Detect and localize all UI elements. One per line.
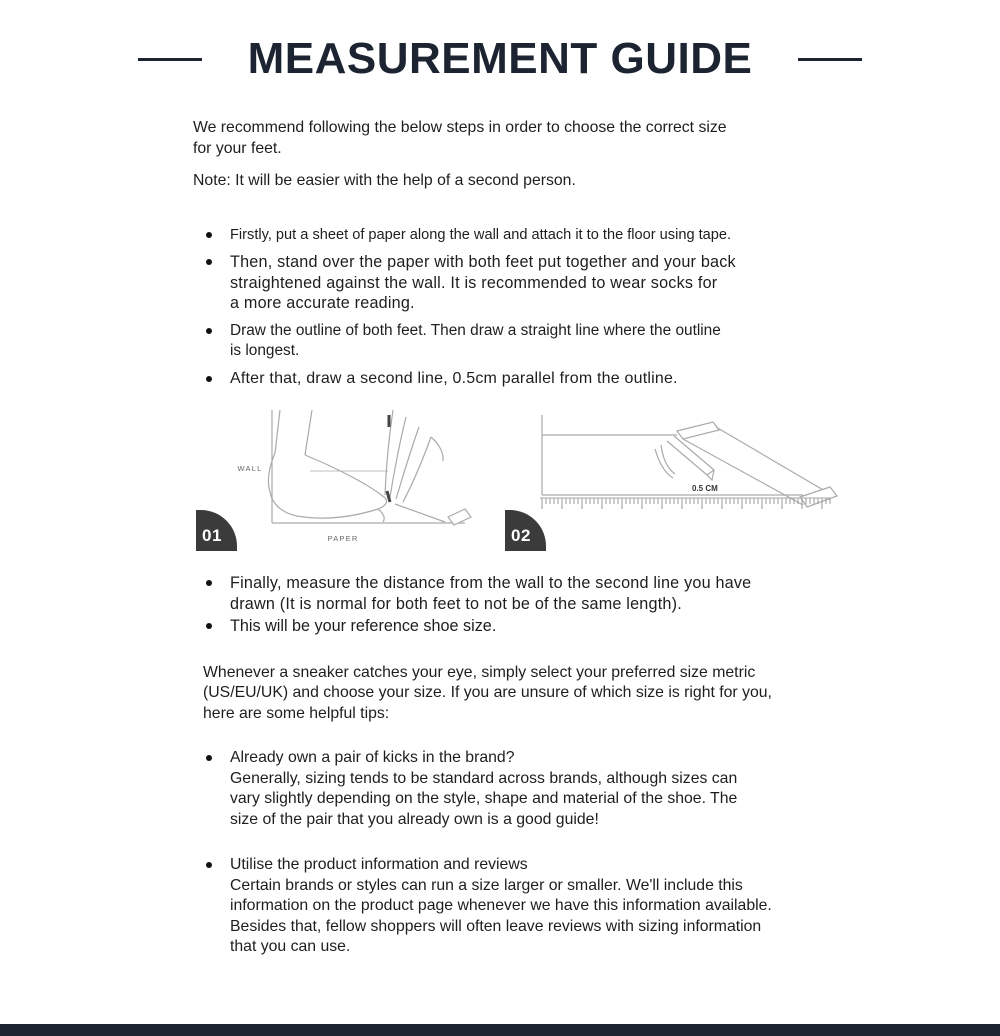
tips-intro-paragraph: Whenever a sneaker catches your eye, simply select your preferred size metric (US/EU/UK) and choose your size. If you are unsure of which size is right for you, here are some helpful tips: — [203, 663, 772, 722]
bullet-icon — [206, 755, 212, 761]
step-item — [193, 252, 863, 314]
bullet-icon — [206, 580, 212, 586]
tip-item — [193, 855, 863, 958]
tip-heading: Utilise the product information and reviews — [230, 856, 528, 873]
ruler-ticks-group — [542, 498, 830, 509]
figure-number-badge-02: 02 — [505, 510, 546, 551]
tip-item — [193, 748, 863, 830]
tip-text: Generally, sizing tends to be standard across brands, although sizes can vary slightly depending on the style, shape and material of the shoe. The size of the pair that you already own is a good guide! — [230, 769, 738, 828]
measurement-steps-list — [193, 225, 863, 390]
step-item — [193, 369, 863, 390]
step-text: Then, stand over the paper with both feet put together and your back straightened against the wall. It is recommended to wear socks for a more accurate reading. — [230, 253, 736, 312]
step-text: Finally, measure the distance from the wall to the second line you have drawn (It is normal for both feet to not be of the same length). — [230, 574, 752, 613]
step-text: This will be your reference shoe size. — [230, 617, 497, 635]
bullet-icon — [206, 862, 212, 868]
bullet-icon — [206, 328, 212, 334]
sizing-tips-list — [193, 748, 863, 958]
bullet-icon — [206, 376, 212, 382]
tip-heading: Already own a pair of kicks in the brand? — [230, 749, 515, 766]
figure-ruler-sketch — [540, 415, 837, 507]
figure-number-badge-01: 01 — [196, 510, 237, 551]
paper-label: PAPER — [327, 534, 359, 543]
bottom-accent-bar — [0, 1024, 1000, 1036]
step-item — [193, 616, 863, 637]
tip-text: Certain brands or styles can run a size larger or smaller. We'll include this information on the product page whenever we have this information available. Besides that, fellow shoppers will often leave reviews with sizing information that you can use. — [230, 876, 772, 955]
title-dash-right — [798, 58, 862, 61]
step-item — [193, 573, 863, 614]
step-text: Firstly, put a sheet of paper along the wall and attach it to the floor using tape. — [230, 226, 732, 243]
half-cm-label: 0.5 CM — [692, 484, 718, 493]
note-text: Note: It will be easier with the help of a second person. — [193, 172, 576, 189]
measurement-illustrations — [193, 405, 853, 555]
bullet-icon — [206, 232, 212, 238]
page-title: MEASUREMENT GUIDE — [247, 34, 753, 83]
intro-paragraph: We recommend following the below steps in order to choose the correct size for your feet. — [193, 119, 727, 157]
guide-content — [193, 118, 863, 958]
title-dash-left — [138, 58, 202, 61]
page-header — [0, 36, 1000, 82]
step-text: After that, draw a second line, 0.5cm parallel from the outline. — [230, 369, 678, 387]
bullet-icon — [206, 623, 212, 629]
step-item — [193, 225, 863, 246]
step-text: Draw the outline of both feet. Then draw a straight line where the outline is longest. — [230, 321, 721, 359]
figure-foot-wall-sketch — [268, 410, 471, 525]
final-steps-list — [193, 573, 863, 637]
bullet-icon — [206, 259, 212, 265]
wall-label: WALL — [237, 464, 263, 473]
step-item — [193, 321, 863, 362]
